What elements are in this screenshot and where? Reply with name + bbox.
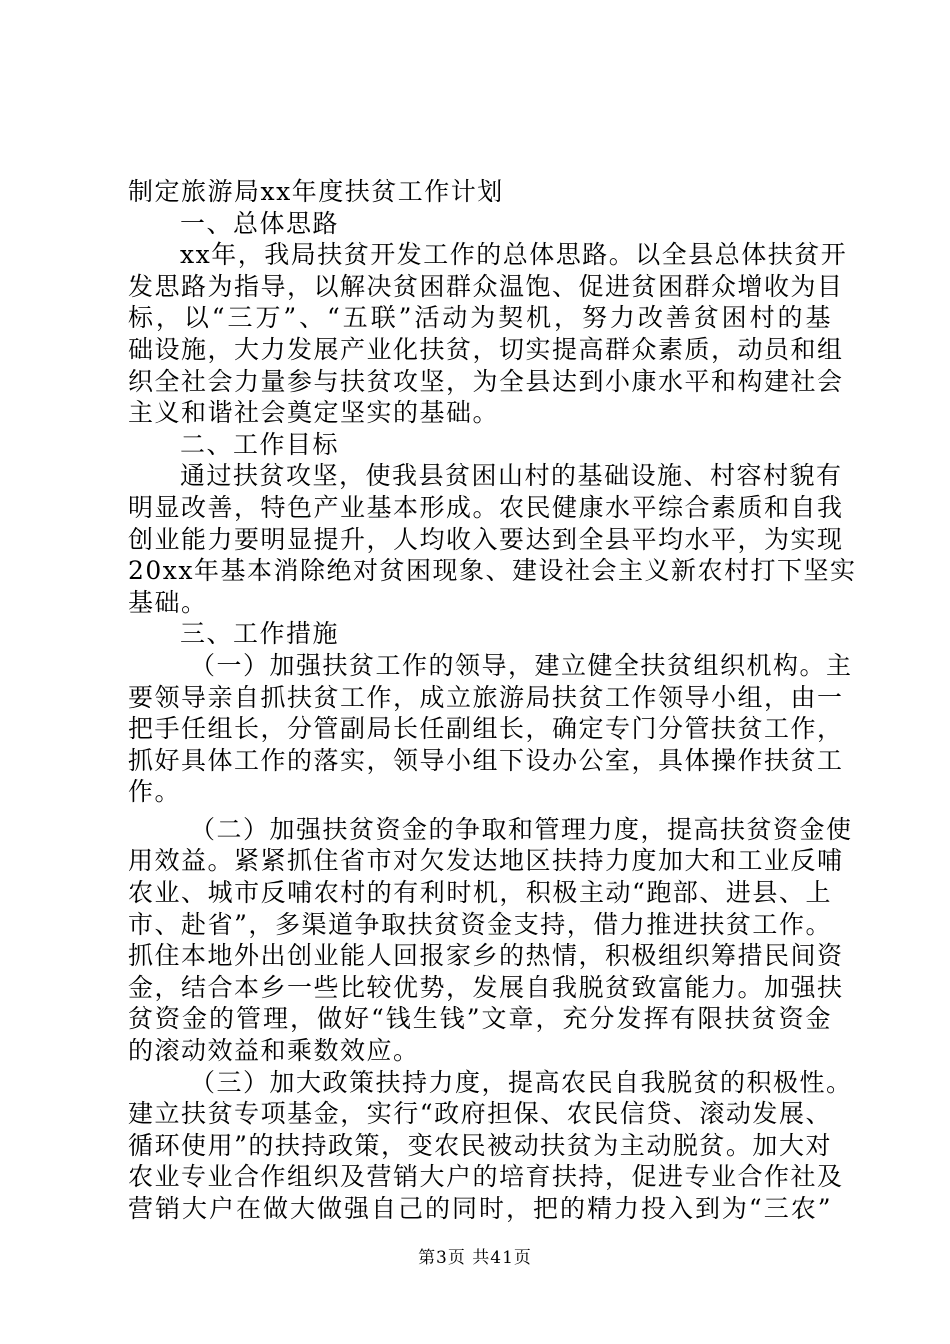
paragraph-line: （二）加强扶贫资金的争取和管理力度，提高扶贫资金使 — [190, 814, 853, 844]
paragraph — [128, 1067, 853, 1225]
paragraph-line: （一）加强扶贫工作的领导，建立健全扶贫组织机构。主 — [190, 650, 853, 680]
paragraph — [128, 814, 853, 1067]
document-title: 制定旅游局xx年度扶贫工作计划 — [128, 177, 504, 206]
document-body — [128, 176, 857, 1225]
paragraph-line: 基础。 — [128, 587, 208, 617]
paragraph-line: 织全社会力量参与扶贫攻坚，为全县达到小康水平和构建社会 — [128, 366, 844, 396]
paragraph-line: 明显改善，特色产业基本形成。农民健康水平综合素质和自我 — [128, 492, 844, 522]
paragraph-line: 的滚动效益和乘数效应。 — [128, 1036, 420, 1066]
paragraph-line: 用效益。紧紧抓住省市对欠发达地区扶持力度加大和工业反哺 — [128, 846, 844, 876]
paragraph-line: 作。 — [128, 777, 182, 807]
paragraph-line: 循环使用”的扶持政策，变农民被动扶贫为主动脱贫。加大对 — [128, 1130, 832, 1160]
paragraph-line: xx年，我局扶贫开发工作的总体思路。以全县总体扶贫开 — [180, 240, 848, 270]
paragraph-line: 主义和谐社会奠定坚实的基础。 — [128, 398, 500, 428]
paragraph-line: 发思路为指导，以解决贫困群众温饱、促进贫困群众增收为目 — [128, 271, 844, 301]
paragraph — [128, 650, 853, 808]
paragraph-line: 把手任组长，分管副局长任副组长，确定专门分管扶贫工作， — [128, 714, 844, 744]
section-heading: 一、总体思路 — [180, 208, 340, 238]
page-number: 第3页 共41页 — [418, 1248, 532, 1268]
paragraph-line: 市、赴省”，多渠道争取扶贫资金支持，借力推进扶贫工作。 — [128, 909, 832, 939]
paragraph-line: 建立扶贫专项基金，实行“政府担保、农民信贷、滚动发展、 — [128, 1099, 832, 1129]
paragraph — [128, 239, 848, 429]
paragraph-line: （三）加大政策扶持力度，提高农民自我脱贫的积极性。 — [190, 1067, 853, 1097]
paragraph-line: 农业专业合作组织及营销大户的培育扶持，促进专业合作社及 — [128, 1162, 844, 1192]
paragraph-line: 营销大户在做大做强自己的同时，把的精力投入到为“三农” — [128, 1194, 832, 1223]
paragraph — [128, 460, 857, 618]
paragraph-line: 农业、城市反哺农村的有利时机，积极主动“跑部、进县、上 — [128, 878, 832, 908]
section-heading: 三、工作措施 — [180, 619, 340, 649]
paragraph-line: 要领导亲自抓扶贫工作，成立旅游局扶贫工作领导小组，由一 — [128, 682, 844, 712]
paragraph-line: 标，以“三万”、“五联”活动为契机，努力改善贫困村的基 — [128, 303, 832, 333]
section-heading: 二、工作目标 — [180, 429, 340, 459]
paragraph-line: 20xx年基本消除绝对贫困现象、建设社会主义新农村打下坚实 — [128, 556, 857, 586]
paragraph-line: 抓住本地外出创业能人回报家乡的热情，积极组织筹措民间资 — [128, 941, 844, 971]
paragraph-line: 通过扶贫攻坚，使我县贫困山村的基础设施、村容村貌有 — [180, 461, 843, 491]
paragraph-line: 金，结合本乡一些比较优势，发展自我脱贫致富能力。加强扶 — [128, 972, 844, 1002]
paragraph-line: 创业能力要明显提升，人均收入要达到全县平均水平，为实现 — [128, 524, 844, 554]
paragraph-line: 抓好具体工作的落实，领导小组下设办公室，具体操作扶贫工 — [128, 745, 844, 775]
paragraph-line: 贫资金的管理，做好“钱生钱”文章，充分发挥有限扶贫资金 — [128, 1004, 832, 1034]
paragraph-line: 础设施，大力发展产业化扶贫，切实提高群众素质，动员和组 — [128, 334, 844, 364]
